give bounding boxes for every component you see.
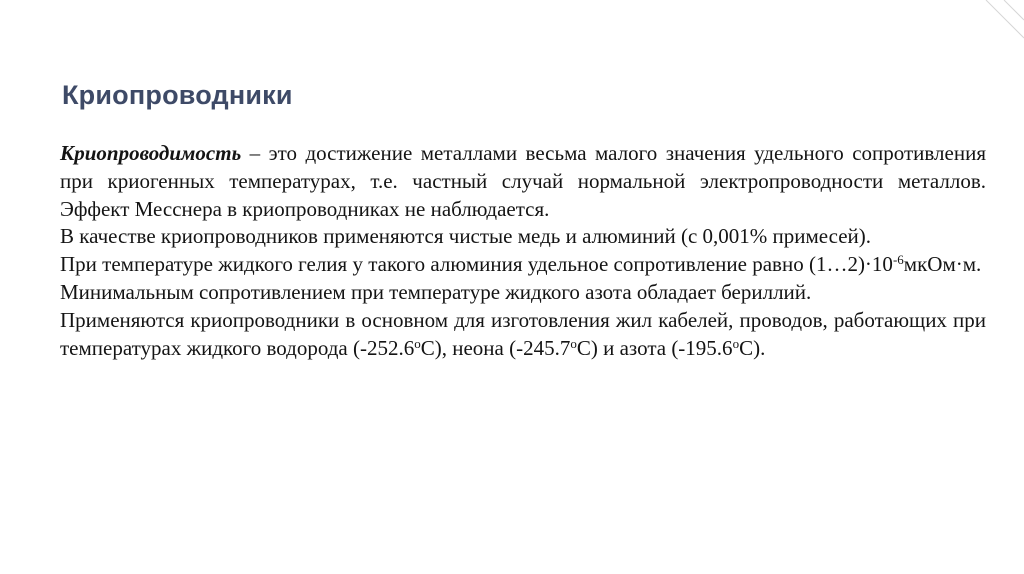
degree-mark-hydrogen: о [414,335,421,351]
slide-body [60,140,986,362]
definition-text: – это достижение металлами весьма малого значения удельного сопротивления при криогенных температурах, т.е. частный случай нормальной электропроводности металлов. Эффект Месснера в криопроводниках не наблюдается. [60,141,986,221]
paragraph-definition [60,140,986,223]
paragraph-applications [60,307,986,363]
applications-text-1: Применяются криопроводники в основном для изготовления жил кабелей, проводов, работающих при температурах жидкого водорода (-252.6 [60,307,986,360]
applications-text-2: С), неона (-245.7 [420,335,571,360]
corner-decoration-icon [964,0,1024,60]
applications-text-3: С) и азота (-195.6 [576,335,733,360]
paragraph-materials [60,223,986,251]
beryllium-text: Минимальным сопротивлением при температуре жидкого азота обладает бериллий. [60,279,812,304]
applications-text-4: С). [739,335,766,360]
materials-text: В качестве криопроводников применяются чистые медь и алюминий (с 0,001% примесей). [60,224,872,249]
paragraph-helium-resistance [60,251,986,279]
degree-mark-nitrogen: о [732,335,740,351]
helium-text-before: При температуре жидкого гелия у такого алюминия удельное сопротивление равно (1…2)·10 [60,252,893,277]
definition-term: Криопроводимость [60,141,242,165]
degree-mark-neon: о [570,335,577,351]
exponent: -6 [892,252,904,268]
paragraph-beryllium [60,279,986,307]
slide-title: Криопроводники [62,80,293,110]
helium-text-after: мкОм·м. [903,252,982,277]
